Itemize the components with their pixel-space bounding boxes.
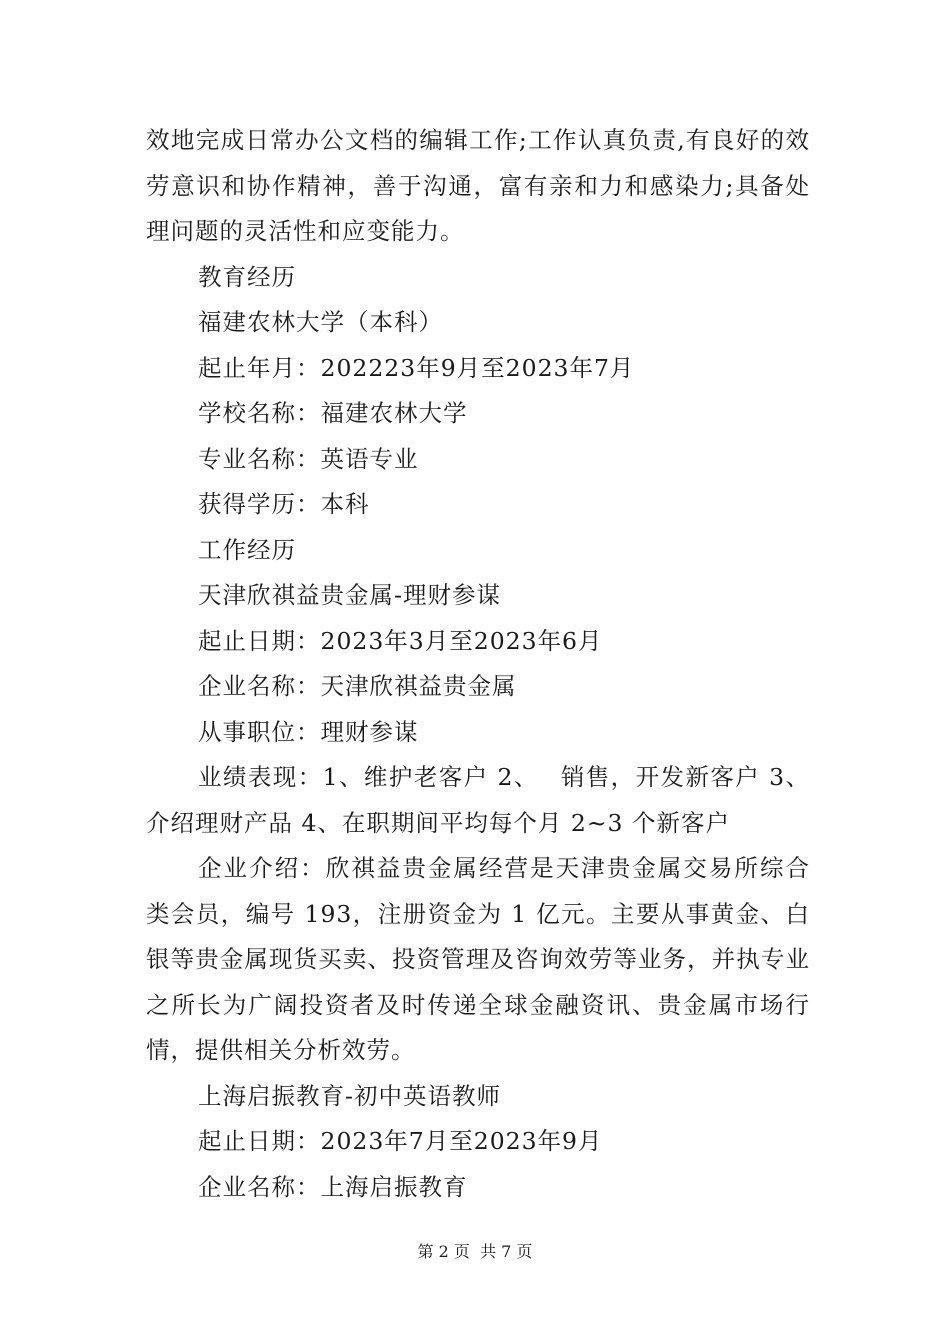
education-period: 起止年月：202223年9月至2023年7月 <box>198 353 635 382</box>
job-1-period: 起止日期：2023年3月至2023年6月 <box>198 626 603 655</box>
page-footer <box>0 1242 950 1262</box>
job-1-position: 从事职位：理财参谋 <box>198 717 419 746</box>
section-heading-education: 教育经历 <box>198 262 296 291</box>
section-heading-work: 工作经历 <box>198 535 296 564</box>
school-entry-title: 福建农林大学（本科） <box>198 308 443 336</box>
paragraph-intro-continued: 效地完成日常办公文档的编辑工作;工作认真负责,有良好的效劳意识和协作精神，善于沟通，富有亲和力和感染力;具备处理问题的灵活性和应变能力。 <box>146 126 810 245</box>
degree-obtained: 获得学历：本科 <box>198 490 370 518</box>
job-1-company-intro: 企业介绍：欣祺益贵金属经营是天津贵金属交易所综合类会员，编号 193，注册资金为 1 亿元。主要从事黄金、白银等贵金属现货买卖、投资管理及咨询效劳等业务，并执专业之所长为广阔投资者及时传递全球金融资讯、贵金属市场行情，提供相关分析效劳。 <box>146 854 810 1064</box>
job-1-performance: 业绩表现：1、维护老客户 2、 销售，开发新客户 3、介绍理财产品 4、在职期间平均每个月 2~3 个新客户 <box>146 763 810 837</box>
document-body <box>146 118 810 1210</box>
school-name: 学校名称：福建农林大学 <box>198 399 468 427</box>
job-1-title: 天津欣祺益贵金属-理财参谋 <box>198 581 501 609</box>
job-2-title: 上海启振教育-初中英语教师 <box>198 1081 501 1110</box>
job-2-period: 起止日期：2023年7月至2023年9月 <box>198 1127 603 1155</box>
job-2-company: 企业名称：上海启振教育 <box>198 1172 468 1201</box>
major-name: 专业名称：英语专业 <box>198 444 419 473</box>
job-1-company: 企业名称：天津欣祺益贵金属 <box>198 672 517 700</box>
page-number-label: 第 2 页 共 7 页 <box>417 1242 533 1261</box>
